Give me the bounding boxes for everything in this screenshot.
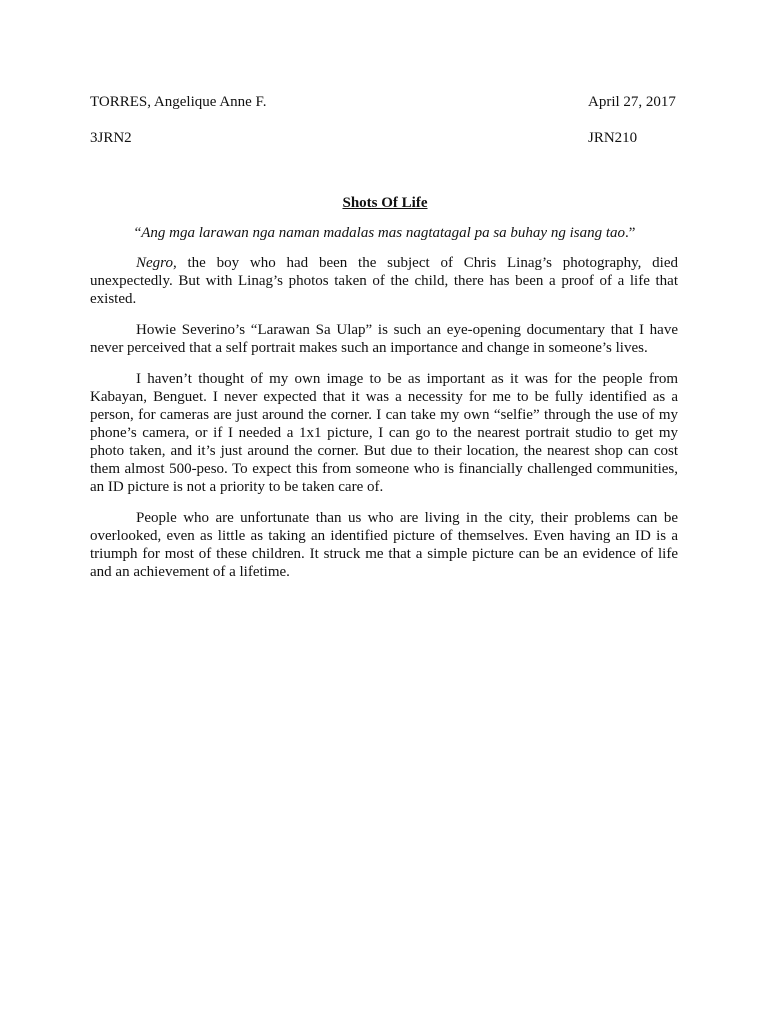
class-section: 3JRN2: [90, 130, 132, 146]
quote-open-mark: “: [134, 225, 142, 241]
quote-close-mark: .”: [625, 225, 636, 241]
author-name: TORRES, Angelique Anne F.: [90, 94, 267, 110]
essay-body: [90, 254, 678, 594]
paragraph-1: [90, 254, 678, 308]
document-date: April 27, 2017: [588, 94, 676, 110]
paragraph-1-text: , the boy who had been the subject of Chris Linag’s photography, died unexpectedly. But with Linag’s photos taken of the child, there has been a proof of a life that existed.: [90, 255, 678, 307]
paragraph-3: I haven’t thought of my own image to be as important as it was for the people from Kabayan, Benguet. I never expected that it was a necessity for me to be fully identified as a person, for cameras are just around the corner. I can take my own “selfie” through the use of my phone’s camera, or if I needed a 1x1 picture, I can go to the nearest portrait studio to get my photo taken, and it’s just around the corner. But due to their location, the nearest shop can cost them almost 500-peso. To expect this from someone who is financially challenged communities, an ID picture is not a priority to be taken care of.: [90, 371, 678, 495]
paragraph-2: Howie Severino’s “Larawan Sa Ulap” is such an eye-opening documentary that I have never perceived that a self portrait makes such an importance and change in someone’s lives.: [90, 322, 678, 356]
paragraph-4: People who are unfortunate than us who are living in the city, their problems can be overlooked, even as little as taking an identified picture of themselves. Even having an ID is a triumph for most of these children. It struck me that a simple picture can be an evidence of life and an achievement of a lifetime.: [90, 510, 678, 580]
epigraph-quote: [90, 224, 680, 242]
quote-text: Ang mga larawan nga naman madalas mas nagtatagal pa sa buhay ng isang tao: [141, 225, 625, 241]
paragraph-1-emphasis: Negro: [136, 255, 173, 271]
course-code: JRN210: [588, 130, 638, 146]
document-title: Shots Of Life: [342, 195, 428, 211]
